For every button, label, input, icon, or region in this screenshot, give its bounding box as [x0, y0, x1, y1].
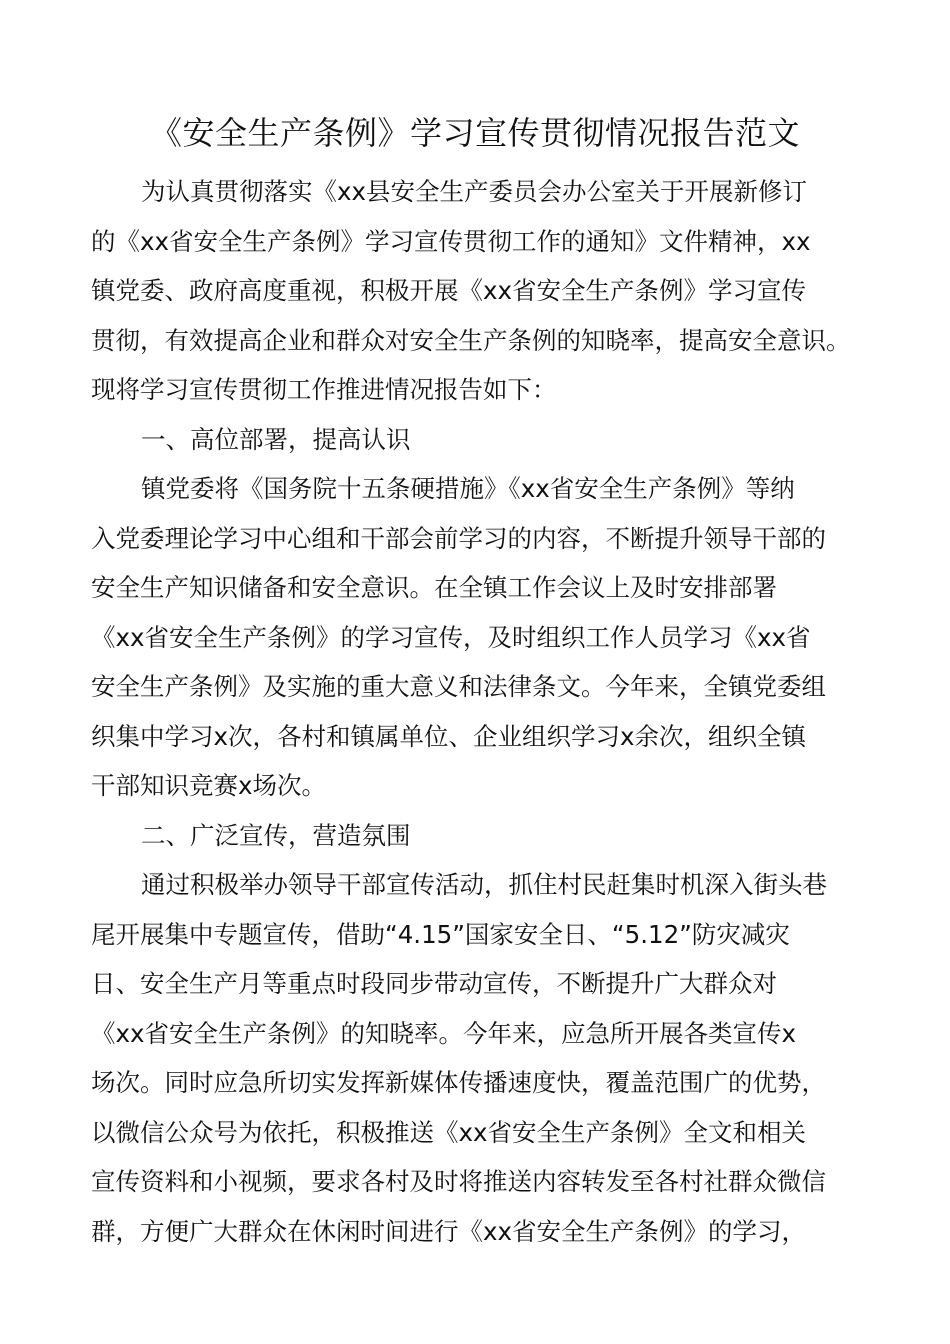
paragraph-line: 现将学习宣传贯彻工作推进情况报告如下： — [91, 375, 557, 404]
section-heading: 二、广泛宣传，营造氛围 — [141, 820, 411, 850]
paragraph-line: 的《xx省安全生产条例》学习宣传贯彻工作的通知》文件精神，xx — [91, 226, 811, 256]
paragraph-line: 安全生产条例》及实施的重大意义和法律条文。今年来，全镇党委组 — [91, 672, 826, 701]
paragraph-line: 入党委理论学习中心组和干部会前学习的内容，不断提升领导干部的 — [91, 523, 826, 553]
paragraph-line: 为认真贯彻落实《xx县安全生产委员会办公室关于开展新修订 — [141, 177, 807, 206]
paragraph-line: 镇党委将《国务院十五条硬措施》《xx省安全生产条例》等纳 — [141, 474, 795, 503]
paragraph-line: 日、安全生产月等重点时段同步带动宣传，不断提升广大群众对 — [91, 969, 777, 998]
paragraph-line: 《xx省安全生产条例》的知晓率。今年来，应急所开展各类宣传x — [91, 1018, 796, 1048]
paragraph-line: 安全生产知识储备和安全意识。在全镇工作会议上及时安排部署 — [91, 573, 777, 602]
paragraph-line: 贯彻，有效提高企业和群众对安全生产条例的知晓率，提高安全意识。 — [91, 325, 851, 355]
paragraph-line: 尾开展集中专题宣传，借助“4.15”国家安全日、“5.12”防灾减灾 — [91, 919, 790, 949]
paragraph-line: 宣传资料和小视频，要求各村及时将推送内容转发至各村社群众微信 — [91, 1167, 826, 1196]
paragraph-line: 镇党委、政府高度重视，积极开展《xx省安全生产条例》学习宣传 — [91, 276, 806, 305]
paragraph-line: 以微信公众号为依托，积极推送《xx省安全生产条例》全文和相关 — [91, 1117, 806, 1147]
paragraph-line: 场次。同时应急所切实发挥新媒体传播速度快，覆盖范围广的优势， — [91, 1068, 826, 1097]
paragraph-line: 通过积极举办领导干部宣传活动，抓住村民赶集时机深入街头巷 — [141, 870, 827, 899]
document-title: 《安全生产条例》学习宣传贯彻情况报告范文 — [149, 114, 800, 152]
paragraph-line: 《xx省安全生产条例》的学习宣传，及时组织工作人员学习《xx省 — [91, 622, 811, 652]
paragraph-line: 干部知识竞赛x场次。 — [91, 771, 326, 800]
section-heading: 一、高位部署，提高认识 — [141, 424, 411, 454]
paragraph-line: 群，方便广大群众在休闲时间进行《xx省安全生产条例》的学习， — [91, 1216, 806, 1246]
document-body — [91, 167, 881, 1256]
paragraph-line: 织集中学习x次，各村和镇属单位、企业组织学习x余次，组织全镇 — [91, 721, 806, 751]
